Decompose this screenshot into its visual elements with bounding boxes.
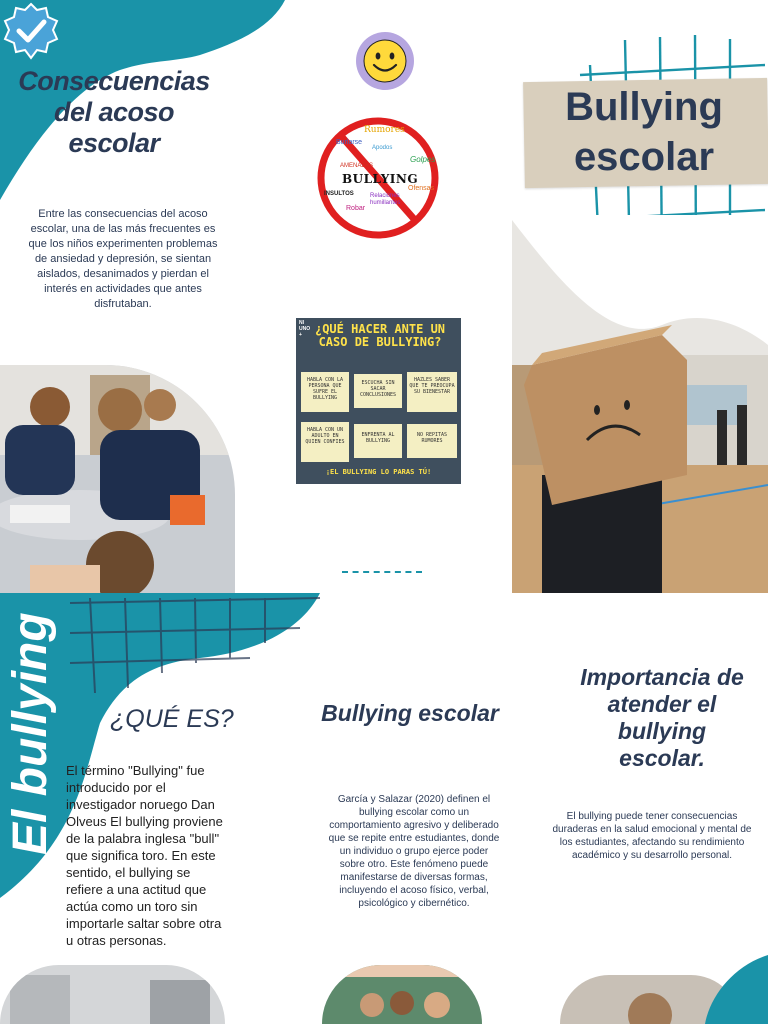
- bottom-left-photo: [0, 965, 225, 1024]
- dashed-divider: [342, 571, 422, 573]
- poster-footer: ¡EL BULLYING LO PARAS TÚ!: [325, 468, 432, 476]
- box-head-photo: [512, 215, 768, 593]
- center-heading: Bullying escolar: [321, 700, 499, 726]
- sign-center: BULLYING: [342, 172, 419, 186]
- sign-word: INSULTOS: [324, 191, 354, 197]
- poster-note: ENFRENTA AL BULLYING: [354, 424, 402, 458]
- bottom-right-blob: [700, 955, 768, 1024]
- poster-corner: NI UNO +: [299, 320, 311, 338]
- no-bullying-sign: [312, 115, 444, 241]
- center-body: García y Salazar (2020) definen el bullying escolar como un comportamiento agresivo y deliberado que se repite entre estudiantes, donde un individuo o grupo ejerce poder sobre otro. Este fenómeno puede manifestarse de diversas formas, incluyendo el acoso físico, verbal, psicológico y cibernético.: [328, 794, 500, 909]
- sign-word: Relaciones humillantes: [370, 193, 401, 206]
- what-to-do-poster: [296, 318, 461, 484]
- vertical-title: El bullying: [4, 612, 57, 855]
- importance-body: El bullying puede tener consecuencias duraderas en la salud emocional y mental de los estudiantes, afectando su rendimiento académico y su desarrollo personal.: [552, 811, 752, 861]
- poster-note: ESCUCHA SIN SACAR CONCLUSIONES: [354, 374, 402, 408]
- classroom-photo: [0, 365, 235, 595]
- poster-note: HAZLES SABER QUE TE PREOCUPA SU BIENESTAR: [407, 372, 457, 412]
- poster-note: HABLA CON UN ADULTO EN QUIEN CONFIES: [301, 422, 349, 462]
- right-title: Bullying escolar: [565, 85, 723, 179]
- sign-word: Rumores: [364, 125, 405, 135]
- sign-word: Ofensas: [408, 185, 435, 192]
- what-is-heading: ¿QUÉ ES?: [110, 705, 234, 733]
- consequences-title: Consecuencias del acoso escolar: [18, 66, 210, 158]
- smiley-icon: [355, 30, 415, 92]
- sign-word: Burlarse: [336, 139, 363, 146]
- poster-note: NO REPITAS RUMORES: [407, 424, 457, 458]
- poster-note: HABLA CON LA PERSONA QUE SUFRE EL BULLYING: [301, 372, 349, 412]
- what-is-body: El término "Bullying" fue introducido por el investigador noruego Dan Olveus El bullying proviene de la palabra inglesa "bull" que significa toro. En este sentido, el bullying se refiere a una actitud que actúa como un toro sin importarle saltar sobre otra u otras personas.: [66, 763, 223, 948]
- sign-word: Robar: [346, 205, 366, 212]
- check-badge-icon: [2, 2, 60, 60]
- sign-word: AMENAZAS: [340, 163, 374, 169]
- sign-word: Apodos: [372, 145, 393, 151]
- importance-heading: Importancia de atender el bullying escolar.: [580, 664, 744, 771]
- consequences-body: Entre las consecuencias del acoso escolar, una de las más frecuentes es que los niños experimenten problemas de ansiedad y depresión, se sientan aislados, desanimados y pierdan el interés en actividades que antes disfrutaban.: [28, 208, 218, 310]
- poster-title: ¿QUÉ HACER ANTE UN CASO DE BULLYING?: [314, 322, 446, 349]
- sign-word: Golpes: [410, 155, 436, 164]
- bottom-center-photo: [322, 965, 482, 1024]
